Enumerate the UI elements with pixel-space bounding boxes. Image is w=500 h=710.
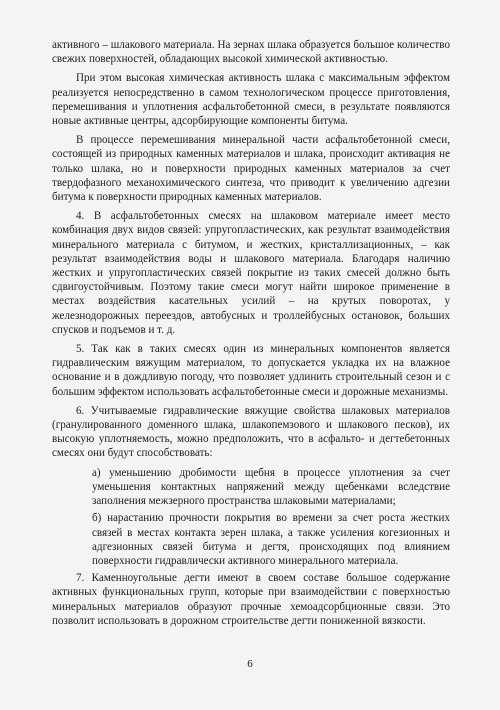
page-number: 6 bbox=[247, 658, 253, 670]
paragraph-item-4: 4. В асфальтобетонных смесях на шлаковом материале имеет место комбинация двух видов связей: упругопластических, как результат взаимодействия минерального материала с битумом, и жестких, кристаллизационных, – как результат взаимодействия воды и шлакового материала. Благодаря наличию жестких и упругопластических связей покрытие из таких смесей должно быть сдвигоустойчивым. Поэтому такие смеси могут найти широкое применение в местах воздействия касательных усилий – на крутых поворотах, у железнодорожных переездов, автобусных и троллейбусных остановок, больших спусков и подъемов и т. д. bbox=[52, 210, 450, 336]
subitem-b: б) нарастанию прочности покрытия во времени за счет роста жестких связей в местах контакта зерен шлака, а также усиления когезионных и адгезионных связей битума и дегтя, происходящих под влиянием поверхности гидравлически активного минерального материала. bbox=[92, 512, 450, 567]
paragraph-item-7: 7. Каменноугольные дегти имеют в своем составе большое содержание активных функциональных групп, которые при взаимодействии с поверхностью минеральных материалов образуют прочные хемоадсорбционные связи. Это позволит использовать в дорожном строительстве дегти пониженной вязкости. bbox=[52, 572, 450, 627]
paragraph-item-5: 5. Так как в таких смесях один из минеральных компонентов является гидравлическим вяжущим материалом, то допускается укладка их на влажное основание и в дождливую погоду, что позволяет удлинить строительный сезон и с большим эффектом использовать асфальтобетонные смеси и дорожные механизмы. bbox=[52, 343, 450, 398]
subitem-a: а) уменьшению дробимости щебня в процессе уплотнения за счет уменьшения контактных напряжений между щебенками вследствие заполнения межзерного пространства шлаковыми материалами; bbox=[92, 466, 450, 508]
paragraph-chemical-activity: При этом высокая химическая активность шлака с максимальным эффектом реализуется непосредственно в самом технологическом процессе приготовления, перемешивания и уплотнения асфальтобетонной смеси, в результате появляются новые активные центры, адсорбирующие компоненты битума. bbox=[52, 72, 450, 128]
paragraph-item-6: 6. Учитываемые гидравлические вяжущие свойства шлаковых материалов (гранулированного доменного шлака, шлакопемзового и шлакового песков), их высокую уплотняемость, можно предположить, что в асфальто- и дегтебетонных смесях они будут способствовать: bbox=[52, 404, 450, 460]
paragraph-continuation: активного – шлакового материала. На зернах шлака образуется большое количество свежих поверхностей, обладающих высокой химической активностью. bbox=[52, 39, 450, 66]
paragraph-mixing-process: В процессе перемешивания минеральной части асфальтобетонной смеси, состоящей из природных каменных материалов и шлака, происходит активация не только шлака, но и поверхности природных каменных материалов за счет твердофазного механохимического синтеза, что приводит к увеличению адгезии битума к поверхности природных каменных материалов. bbox=[52, 134, 450, 204]
